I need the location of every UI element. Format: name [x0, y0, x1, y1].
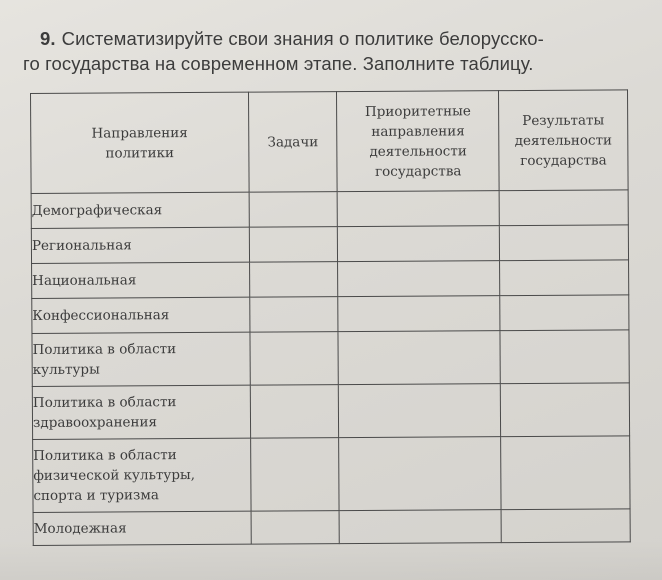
- header-results: Результаты деятельности государства: [499, 90, 628, 191]
- table-header-row: [31, 90, 629, 194]
- cell-tasks-input[interactable]: [249, 192, 338, 228]
- cell-results-input[interactable]: [501, 436, 630, 510]
- cell-tasks-input[interactable]: [251, 511, 340, 545]
- table-row: [32, 295, 629, 334]
- cell-tasks-input[interactable]: [250, 385, 339, 439]
- row-label-confessional: Конфессиональная: [32, 297, 250, 333]
- cell-tasks-input[interactable]: [249, 227, 338, 263]
- table-row: [31, 225, 628, 264]
- page-shadow: [0, 540, 662, 580]
- cell-results-input[interactable]: [501, 509, 630, 543]
- cell-results-input[interactable]: [500, 383, 629, 437]
- policy-table: [30, 89, 631, 546]
- cell-results-input[interactable]: [500, 295, 629, 331]
- cell-priority-input[interactable]: [339, 510, 501, 544]
- cell-priority-input[interactable]: [338, 191, 500, 227]
- task-number: 9.: [40, 28, 56, 49]
- table-row: [32, 260, 629, 299]
- table-row: [32, 383, 629, 440]
- header-policy-directions: Направления политики: [31, 92, 249, 193]
- cell-priority-input[interactable]: [338, 226, 500, 262]
- cell-tasks-input[interactable]: [250, 438, 339, 512]
- row-label-national: Национальная: [32, 262, 250, 298]
- table-row: [33, 436, 630, 513]
- cell-results-input[interactable]: [500, 330, 629, 384]
- cell-tasks-input[interactable]: [250, 332, 339, 386]
- header-tasks: Задачи: [248, 92, 337, 193]
- cell-priority-input[interactable]: [339, 384, 501, 438]
- task-line-2: го государства на современном этапе. Заполните таблицу.: [23, 53, 534, 74]
- cell-results-input[interactable]: [499, 190, 628, 226]
- row-label-sport: Политика в области физической культуры, спорта и туризма: [33, 438, 251, 512]
- cell-tasks-input[interactable]: [249, 262, 338, 298]
- cell-results-input[interactable]: [500, 260, 629, 296]
- row-label-culture: Политика в области культуры: [32, 332, 250, 386]
- cell-priority-input[interactable]: [338, 331, 500, 385]
- row-label-healthcare: Политика в области здравоохранения: [32, 385, 250, 439]
- cell-priority-input[interactable]: [338, 296, 500, 332]
- cell-tasks-input[interactable]: [249, 297, 338, 333]
- cell-priority-input[interactable]: [338, 261, 500, 297]
- table-row: [32, 330, 629, 387]
- task-text: [23, 26, 640, 76]
- row-label-youth: Молодежная: [33, 511, 251, 545]
- header-priority-directions: Приоритетные направления деятельности государства: [337, 91, 499, 192]
- task-line-1: Систематизируйте свои знания о политике белорусско-: [61, 28, 544, 49]
- table-row: [31, 190, 628, 229]
- table-row: [33, 509, 630, 546]
- cell-results-input[interactable]: [499, 225, 628, 261]
- row-label-demographic: Демографическая: [31, 192, 249, 228]
- row-label-regional: Региональная: [31, 227, 249, 263]
- cell-priority-input[interactable]: [339, 437, 501, 511]
